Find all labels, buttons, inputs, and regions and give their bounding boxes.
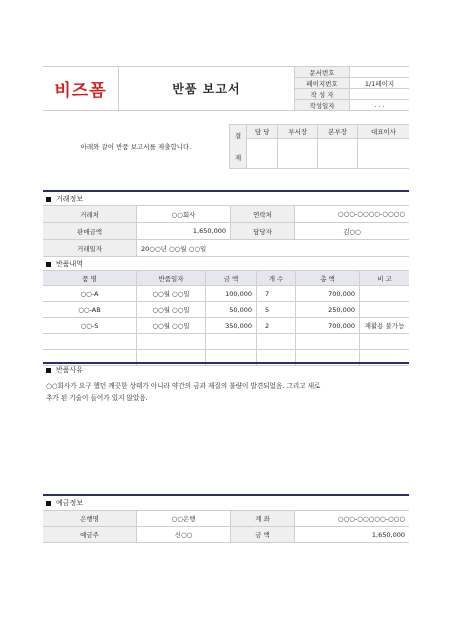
field-label: 은행명 — [43, 511, 137, 527]
column-header: 금 액 — [206, 271, 257, 286]
approval-sign-box — [278, 139, 318, 169]
cell-price: 100,000 — [206, 286, 257, 302]
field-value: 신○○ — [137, 527, 231, 543]
approval-sign-box — [358, 139, 409, 169]
intro-block — [43, 124, 409, 168]
field-value: ○○회사 — [137, 206, 231, 223]
table-row — [43, 318, 409, 334]
field-value: 1,650,000 — [137, 223, 231, 240]
meta-value — [350, 67, 410, 78]
approval-label — [230, 125, 247, 169]
section-title: 반품내역 — [56, 260, 84, 268]
cell-price: 50,000 — [206, 302, 257, 318]
cell-total — [296, 334, 360, 350]
cell-date: ○○월 ○○일 — [137, 318, 206, 334]
approval-column-header: 대표이사 — [358, 125, 409, 139]
approval-column-header: 부서장 — [278, 125, 318, 139]
column-header: 총 액 — [296, 271, 360, 286]
field-label: 거래일자 — [43, 240, 137, 257]
cell-item — [43, 334, 137, 350]
cell-total: 700,000 — [296, 318, 360, 334]
logo-cell — [43, 67, 119, 111]
meta-label: 페이지번호 — [295, 78, 350, 89]
returns-table — [43, 270, 409, 366]
field-value: 김○○ — [295, 223, 410, 240]
intro-text: 아래와 같이 반품 보고서를 제출합니다. — [80, 143, 192, 151]
cell-item: ○○-A — [43, 286, 137, 302]
header-table — [43, 66, 409, 111]
title-cell — [119, 67, 295, 111]
reason-line: ○○회사가 요구 했던 깨끗한 상태가 아니라 약간의 금과 재질의 불량이 발견되었음. 그리고 새로 — [46, 382, 321, 390]
section-divider — [43, 190, 409, 192]
meta-label: 문서번호 — [295, 67, 350, 78]
field-value: 20○○년 ○○월 ○○일 — [137, 240, 410, 257]
cell-price — [206, 334, 257, 350]
field-label: 담당자 — [231, 223, 295, 240]
meta-value: 1/1페이지 — [350, 78, 410, 89]
square-bullet-icon — [46, 368, 51, 373]
approval-column-header: 담 당 — [247, 125, 278, 139]
deposit-table-wrap — [43, 510, 409, 543]
cell-qty — [257, 334, 296, 350]
field-value: ○○○-○○○○○-○○○ — [295, 511, 410, 527]
meta-label: 작성일자 — [295, 100, 350, 111]
table-row — [43, 334, 409, 350]
field-value: 1,650,000 — [295, 527, 410, 543]
page-title: 반품 보고서 — [172, 82, 241, 96]
column-header: 품 명 — [43, 271, 137, 286]
cell-qty: 5 — [257, 302, 296, 318]
cell-note — [360, 286, 410, 302]
cell-note: 재활용 불가능 — [360, 318, 410, 334]
section-heading-reason — [46, 365, 83, 375]
field-label: 금 액 — [231, 527, 295, 543]
cell-date: ○○월 ○○일 — [137, 286, 206, 302]
column-header: 비 고 — [360, 271, 410, 286]
field-label: 연락처 — [231, 206, 295, 223]
cell-note — [360, 302, 410, 318]
transaction-table — [43, 205, 409, 257]
reason-line: 추가 된 기술이 들어가 있지 않았음. — [46, 394, 148, 402]
cell-date: ○○월 ○○일 — [137, 302, 206, 318]
meta-value — [350, 89, 410, 100]
square-bullet-icon — [46, 501, 51, 506]
field-label: 거래처 — [43, 206, 137, 223]
approval-table — [43, 124, 409, 169]
deposit-table — [43, 510, 409, 543]
section-title: 거래정보 — [56, 195, 84, 203]
approval-label-top: 결 — [234, 131, 242, 140]
section-heading-transaction — [46, 194, 83, 204]
cell-total: 250,000 — [296, 302, 360, 318]
square-bullet-icon — [46, 197, 51, 202]
bizform-logo: 비즈폼 — [54, 81, 107, 101]
cell-qty: 2 — [257, 318, 296, 334]
meta-value: . . . — [350, 100, 410, 111]
table-row — [43, 286, 409, 302]
transaction-table-wrap — [43, 205, 409, 257]
cell-price: 350,000 — [206, 318, 257, 334]
column-header: 반품일자 — [137, 271, 206, 286]
field-label: 계 좌 — [231, 511, 295, 527]
approval-sign-box — [318, 139, 358, 169]
returns-table-wrap — [43, 270, 409, 366]
cell-item: ○○-AB — [43, 302, 137, 318]
approval-label-bottom: 재 — [234, 153, 242, 162]
field-label: 판매금액 — [43, 223, 137, 240]
section-heading-returns — [46, 259, 83, 269]
approval-sign-box — [247, 139, 278, 169]
section-heading-deposit — [46, 498, 83, 508]
cell-item: ○○-S — [43, 318, 137, 334]
approval-column-header: 본부장 — [318, 125, 358, 139]
column-header: 개 수 — [257, 271, 296, 286]
meta-label: 작 성 자 — [295, 89, 350, 100]
document-header — [43, 66, 409, 110]
cell-date — [137, 334, 206, 350]
field-value: ○○은행 — [137, 511, 231, 527]
square-bullet-icon — [46, 262, 51, 267]
section-title: 예금정보 — [56, 499, 84, 507]
section-divider — [43, 494, 409, 496]
section-divider — [43, 362, 409, 364]
reason-text — [46, 380, 408, 404]
cell-total: 700,000 — [296, 286, 360, 302]
table-row — [43, 302, 409, 318]
section-title: 반품사유 — [56, 366, 84, 374]
field-label: 예금주 — [43, 527, 137, 543]
field-value: ○○○-○○○○-○○○○ — [295, 206, 410, 223]
cell-note — [360, 334, 410, 350]
intro-text-cell — [43, 125, 230, 169]
cell-qty: 7 — [257, 286, 296, 302]
